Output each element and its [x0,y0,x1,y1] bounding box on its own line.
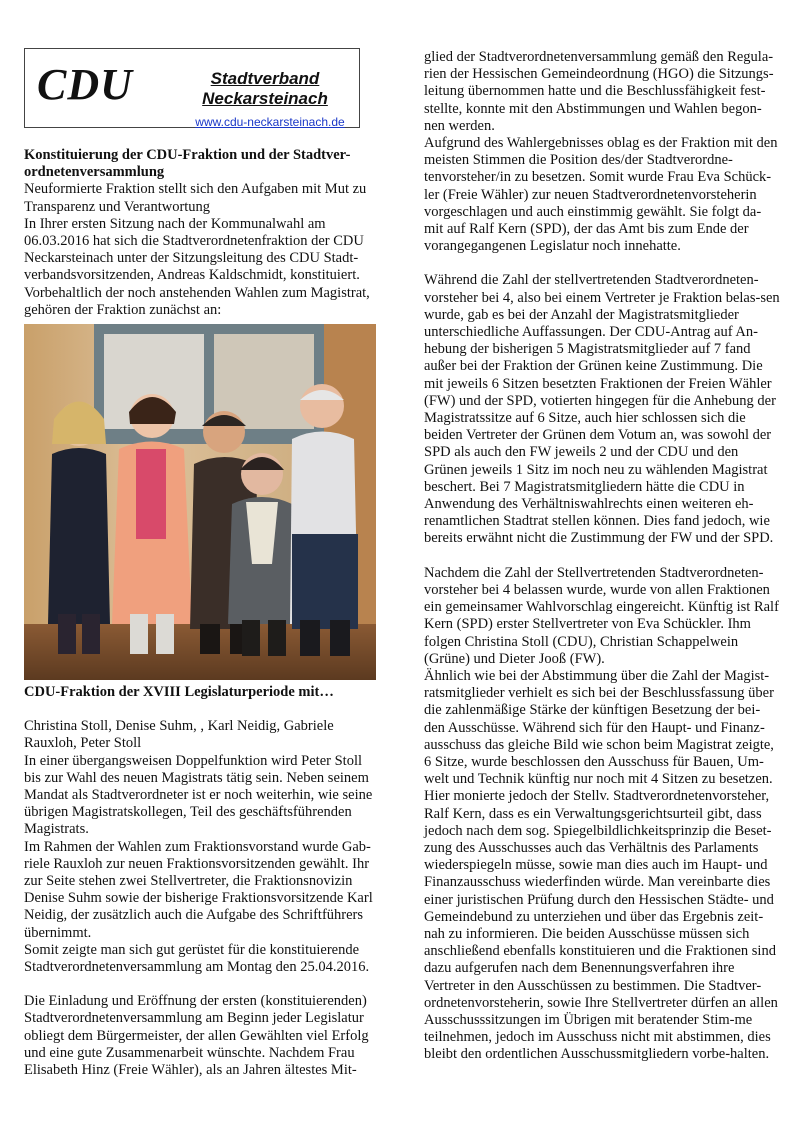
paragraph: Nachdem die Zahl der Stellvertretenden Stadtverordneten-vorsteher bei 4 belassen wurde, wurde von allen Fraktionen ein gemeinsamer Wahlvorschlag eingereicht. Künftig ist Ralf Kern (SPD) erster Stellvertreter von Eva Schückler. Ihm folgen Christina Stoll (CDU), Christian Schappelwein (Grüne) und Dieter Jooß (FW). [424,564,779,667]
article-subtitle: Neuformierte Fraktion stellt sich den Aufgaben mit Mut zu Transparenz und Verantwortung [24,181,367,215]
org-name-line1: Stadtverband [210,69,320,88]
article-headline: Konstituierung der CDU-Fraktion und der Stadtver-ordnetenversammlung [24,147,351,181]
photo-caption: CDU-Fraktion der XVIII Legislaturperiode mit… [24,684,334,701]
left-column [24,147,376,1079]
masthead-logo [24,48,360,128]
right-column [424,49,780,1064]
paragraph: Somit zeigte man sich gut gerüstet für die konstituierende Stadtverordnetenversammlung am Montag den 25.04.2016. [24,941,370,976]
group-photo [24,324,376,680]
paragraph: Während die Zahl der stellvertretenden Stadtverordneten-vorsteher bei 4, also bei einem Vertreter je Fraktion belas-sen wurde, gab es bei der Anzahl der Magistratsmitglieder unterschiedliche Auffassungen. Der CDU-Antrag auf An-hebung der bisherigen 5 Magistratsmitglieder auf 7 fand außer bei der Fraktion der Grünen keine Zustimmung. Die mit jeweils 6 Sitzen besetzten Fraktionen der Freien Wähler (FW) und der SPD, votierten hingegen für die Anhebung der Magistratssitze auf 6 Sitze, auch hier schlossen sich die beiden Vertreter der Grünen dem Votum an, was sowohl der SPD als auch den FW jeweils 2 und der CDU und den Grünen jeweils 1 Sitz im noch neu zu wählenden Magistrat beschert. Bei 7 Magistratsmitgliedern hätte die CDU in Anwendung des Verhältniswahlrechts einen weiteren eh-renamtlichen Stadtrat stellen können. Dies fand jedoch, wie bereits erwähnt nicht die Zustimmung der FW und der SPD. [424,272,780,547]
organization-name [175,69,355,109]
member-names: Christina Stoll, Denise Suhm, , Karl Neidig, Gabriele Rauxloh, Peter Stoll [24,718,334,752]
paragraph: Die Einladung und Eröffnung der ersten (konstituierenden) Stadtverordnetenversammlung am Beginn jeder Legislatur obliegt dem Bürgermeister, der allen Gewählten viel Erfolg und eine gute Zusammenarbeit wünschte. Nachdem Frau Elisabeth Hinz (Freie Wähler), als an Jahren ältestes Mit- [24,993,369,1079]
paragraph: glied der Stadtverordnetenversammlung gemäß den Regula-rien der Hessischen Gemeindeordnung (HGO) die Sitzungs-leitung übernommen hatte und die Beschlussfähigkeit fest-stellte, konnte mit den Abstimmungen und Wahlen begon-nen werden. [424,49,774,134]
website-link[interactable]: www.cdu-neckarsteinach.de [195,115,345,129]
paragraph: Ähnlich wie bei der Abstimmung über die Zahl der Magist-ratsmitglieder verhielt es sich bei der Beschlussfassung über die zahlenmäßige Stärke der künftigen Besetzung der bei-den Ausschüsse. Während sich für den Haupt- und Finanz-ausschuss das gleiche Bild wie schon beim Magistrat zeigte, 6 Sitze, wurde beschlossen den Ausschuss für Bauen, Um-welt und Technik künftig nur noch mit 4 Sitzen zu besetzen. Hier monierte jedoch der Stellv. Stadtverordnetenvorsteher, Ralf Kern, dass es ein Verwaltungsgerichtsurteil gibt, dass jedoch nach dem sog. Spiegelbildlichkeitsprinzip die Beset-zung des Ausschusses auch das Verhältnis des Parlaments wiederspiegeln müsse, sowie man dies auch im Haupt- und Finanzausschuss wiederfinden würde. Man vereinbarte dies einer juristischen Prüfung durch den Hessischen Städte- und Gemeindebund zu unterziehen und über das Ergebnis zeit-nah zu informieren. Die beiden Ausschüsse müssen sich anschließend ebenfalls konstituieren und die Fraktionen sind dazu aufgerufen nach dem Benennungsverfahren ihre Vertreter in den Ausschüssen zu bestimmen. Die Stadtver-ordnetenvorsteherin, sowie Ihre Stellvertreter dürfen an allen Ausschusssitzungen im Übrigen mit beratender Stim-me teilnehmen, jedoch im Ausschuss nicht mit abstimmen, dies bleibt den ordentlichen Ausschussmitgliedern vorbe-halten. [424,667,778,1063]
intro-paragraph: In Ihrer ersten Sitzung nach der Kommunalwahl am 06.03.2016 hat sich die Stadtverordnetenfraktion der CDU Neckarsteinach unter der Sitzungsleitung des CDU Stadt-verbandsvorsitzenden, Andreas Kaldschmidt, konstituiert. Vorbehaltlich der noch anstehenden Wahlen zum Magistrat, gehören der Fraktion zunächst an: [24,215,370,318]
paragraph: In einer übergangsweisen Doppelfunktion wird Peter Stoll bis zur Wahl des neuen Magistrats tätig sein. Neben seinem Mandat als Stadtverordneter ist er noch weiterhin, wie seine übrigen Magistratskollegen, Teil des geschäftsführenden Magistrats. [24,752,373,838]
paragraph: Aufgrund des Wahlergebnisses oblag es der Fraktion mit den meisten Stimmen die Position des/der Stadtverordne-tenvorsteher/in zu besetzen. Somit wurde Frau Eva Schück-ler (Freie Wähler) zur neuen Stadtverordnetenvorsteherin vorgeschlagen und auch einstimmig gewählt. Sie folgt da-mit auf Ralf Kern (SPD), der das Amt bis zum Ende der vorangegangenen Legislatur noch innehatte. [424,135,778,255]
org-name-line2: Neckarsteinach [202,89,328,108]
paragraph: Im Rahmen der Wahlen zum Fraktionsvorstand wurde Gab-riele Rauxloh zur neuen Fraktionsvorsitzenden gewählt. Ihr zur Seite stehen zwei Stellvertreter, die Fraktionsnovizin Denise Suhm sowie der bisherige Fraktionsvorsitzende Karl Neidig, der zusätzlich auch die Aufgabe des Schriftführers übernimmt. [24,838,373,941]
party-logo-text: CDU [37,60,133,109]
